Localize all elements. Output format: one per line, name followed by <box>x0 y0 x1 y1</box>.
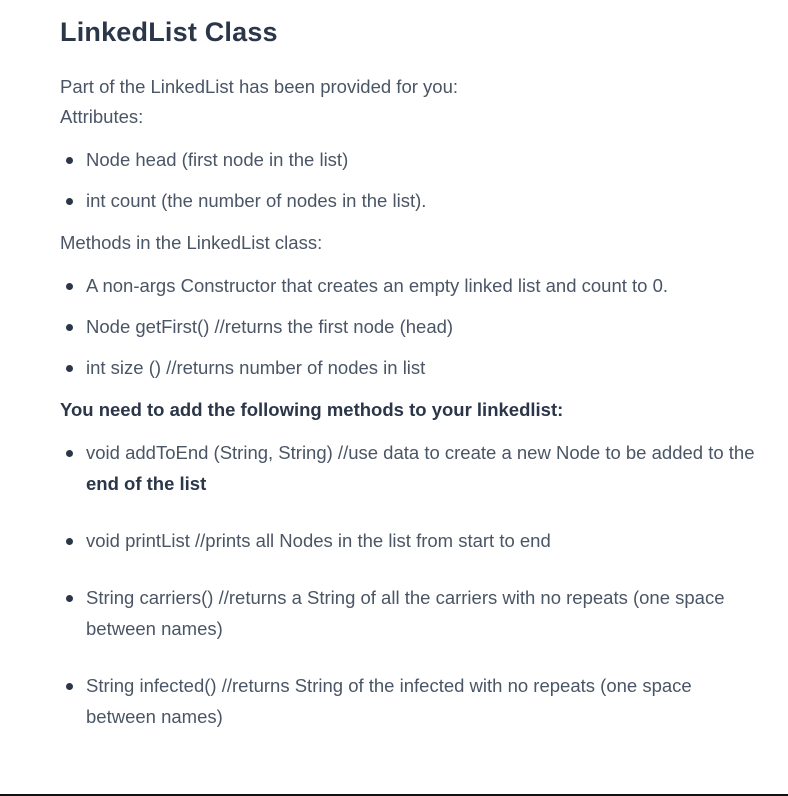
intro-line-1: Part of the LinkedList has been provided for you: <box>60 76 459 97</box>
list-item-add-to-end <box>60 437 760 499</box>
methods-heading: Methods in the LinkedList class: <box>60 232 323 253</box>
list-item: int size () //returns number of nodes in list <box>60 352 760 383</box>
intro-line-2: Attributes: <box>60 106 144 127</box>
list-item: int count (the number of nodes in the list). <box>60 185 760 216</box>
methods-to-add-list <box>60 437 760 732</box>
list-item: A non-args Constructor that creates an empty linked list and count to 0. <box>60 270 760 301</box>
add-to-end-emphasis: end of the list <box>86 473 207 494</box>
document-body <box>60 14 760 732</box>
intro-text <box>60 72 760 132</box>
list-item-infected: String infected() //returns String of the infected with no repeats (one space between names) <box>60 670 760 732</box>
attributes-list <box>60 144 760 216</box>
page-title: LinkedList Class <box>60 17 278 47</box>
list-item: Node head (first node in the list) <box>60 144 760 175</box>
list-item-print-list: void printList //prints all Nodes in the list from start to end <box>60 525 760 556</box>
list-item: Node getFirst() //returns the first node (head) <box>60 311 760 342</box>
instructions-heading: You need to add the following methods to your linkedlist: <box>60 399 564 420</box>
methods-list <box>60 270 760 383</box>
add-to-end-text: void addToEnd (String, String) //use data to create a new Node to be added to the <box>86 442 755 463</box>
list-item-carriers: String carriers() //returns a String of all the carriers with no repeats (one space between names) <box>60 582 760 644</box>
